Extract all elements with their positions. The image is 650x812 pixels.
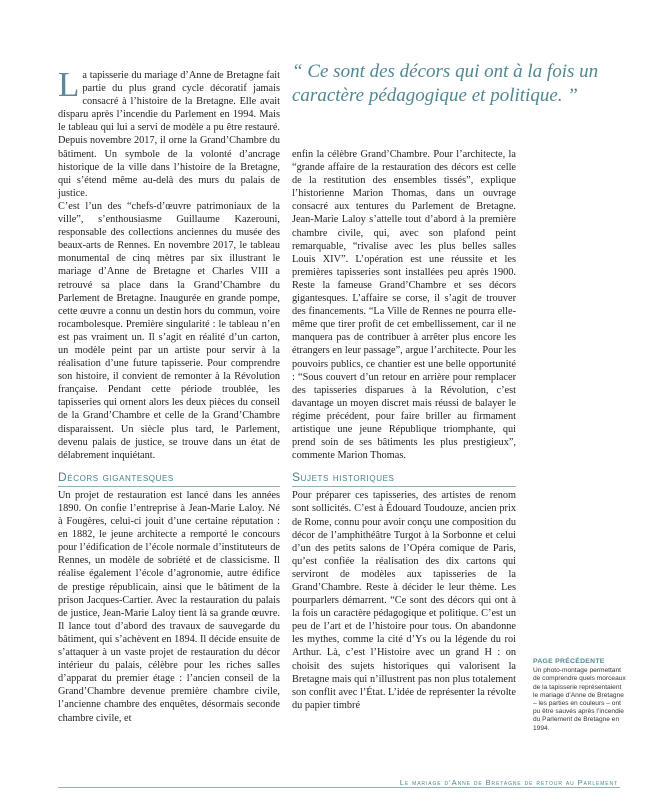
article-column-right [292,148,516,712]
article-paragraph [58,65,280,200]
article-paragraph: enfin la célèbre Grand’Chambre. Pour l’architecte, la “grande affaire de la restauration des décors est celle de la restitution des ensembles tissés”, explique l’historienne Marion Thomas, dans un ouvrage consacré aux tentures du Parlement de Bretagne. Jean-Marie Laloy s’attelle tout d’abord à la première chambre civile, qui, avec son plafond peint remarquable, “rivalise avec les plus belles salles Louis XIV”. L’opération est une réussite et les premières tapisseries sont installées peu après 1900. Reste la fameuse Grand’Chambre et ses décors gigantesques. L’affaire se corse, il s’agit de trouver des financements. “La Ville de Rennes ne pourra elle-même que tirer profit de cet embellissement, car il ne manquera pas de contribuer à arrêter plus encore les étrangers en leur passage”, argue l’architecte. Pour les pouvoirs publics, ce chantier est une belle opportunité : “Sous couvert d’un retour en arrière pour remplacer des tapisseries disparues à la Révolution, c’est davantage un moyen discret mais réussi de balayer le régime précédent, pour faire briller au firmament artistique une jeune République triomphante, qui prend soin de ses bâtiments les plus prestigieux”, commente Marion Thomas. [292,149,516,462]
section-heading: Sujets historiques [292,471,516,487]
article-paragraph: Pour préparer ces tapisseries, des artistes de renom sont sollicités. C’est à Édouard Toudouze, ancien prix de Rome, connu pour avoir conçu une composition du décor de l’amphithéâtre Turgot à la Sorbonne et celui d’un des petits salons de l’Opéra comique de Paris, qu’est confiée la réalisation des dix cartons qui serviront de modèles aux tapisseries de la Grand’Chambre. Reste à décider le leur thème. Les pourparlers démarrent. “Ce sont des décors qui ont à la fois un caractère pédagogique et politique. C’est un peu de l’art et de l’histoire pour tous. On abandonne les mythes, comme la cité d’Ys ou la légende du roi Arthur. Là, c’est l’Histoire avec un grand H : on choisit des sujets historiques qui valorisent la Bretagne mais qui n’illustrent pas non plus totalement son conflit avec l’État. L’idée de représenter la révolte du papier timbré [292,490,516,711]
article-paragraph: Un projet de restauration est lancé dans les années 1890. On confie l’entreprise à Jean-Marie Laloy. Né à Fougères, celui-ci jouit d’une certaine réputation : en 1882, le jeune architecte a remporté le concours pour l’édification de l’école normale d’instituteurs de Rennes, un modèle de sobriété et de classicisme. Il réalise également l’école d’agronomie, autre édifice de prestige républicain, ainsi que le bâtiment de la prison Jacques-Cartier. Avec la restauration du palais de justice, Jean-Marie Laloy tient là sa grande œuvre. Il lance tout d’abord des travaux de sauvegarde du bâtiment, qui s’achèvent en 1894. Il décide ensuite de s’attaquer à un vaste projet de restauration du décor intérieur du palais, célèbre pour les riches salles d’apparat du premier étage : l’ancien conseil de la Grand’Chambre devenue première chambre civile, l’ancienne chambre des enquêtes, désormais seconde chambre civile, et [58,489,280,724]
caption-text: Un photo-montage permettant de comprendre quels morceaux de la tapisserie représentaient le mariage d’Anne de Bretagne – les parties en couleurs – ont pu être sauvés après l’incendie du Parlement de Bretagne en 1994. [533,667,626,732]
caption-title: PAGE PRÉCÉDENTE [533,658,605,665]
running-footer: Le mariage d’Anne de Bretagne de retour au Parlement [392,778,618,787]
footer-rule [58,787,620,788]
article-column-left [58,65,280,725]
section-heading: Décors gigantesques [58,471,280,487]
drop-cap: L [58,65,80,104]
photo-caption [533,658,628,733]
paragraph-text: a tapisserie du mariage d’Anne de Bretagne fait partie du plus grand cycle décoratif jamais consacré à l’histoire de la Bretagne. Elle avait disparu après l’incendie du Parlement en 1994. Mais le tableau qui lui a servi de modèle a pu être restauré. Depuis novembre 2017, il orne la Grand’Chambre du bâtiment. Un symbole de la volonté d’ancrage historique de la ville dans l’histoire de la Bretagne, qui s’étend même au-delà des murs du palais de justice. [58,70,280,199]
article-paragraph: C’est l’un des “chefs-d’œuvre patrimoniaux de la ville”, s’enthousiasme Guillaume Kazerouni, responsable des collections anciennes du musée des beaux-arts de Rennes. En novembre 2017, le tableau monumental de cinq mètres par six illustrant le mariage d’Anne de Bretagne et Charles VIII a retrouvé sa place dans la Grand’Chambre du Parlement de Bretagne. Inaugurée en grande pompe, cette œuvre a connu un destin hors du commun, voire rocambolesque. Première singularité : le tableau n’en est pas vraiment un. Il s’agit en réalité d’un carton, un modèle peint par un artiste pour servir à la réalisation d’une future tapisserie. Pour comprendre son histoire, il convient de remonter à la Révolution française. Pendant cette période troublée, les tapisseries qui ornent alors les deux pièces du conseil de la Grand’Chambre et celle de la Grand’Chambre disparaissent. Un siècle plus tard, le Parlement, devenu palais de justice, se trouve dans un état de délabrement inquiétant. [58,200,280,461]
pull-quote: “ Ce sont des décors qui ont à la fois un caractère pédagogique et politique. ” [292,61,599,106]
